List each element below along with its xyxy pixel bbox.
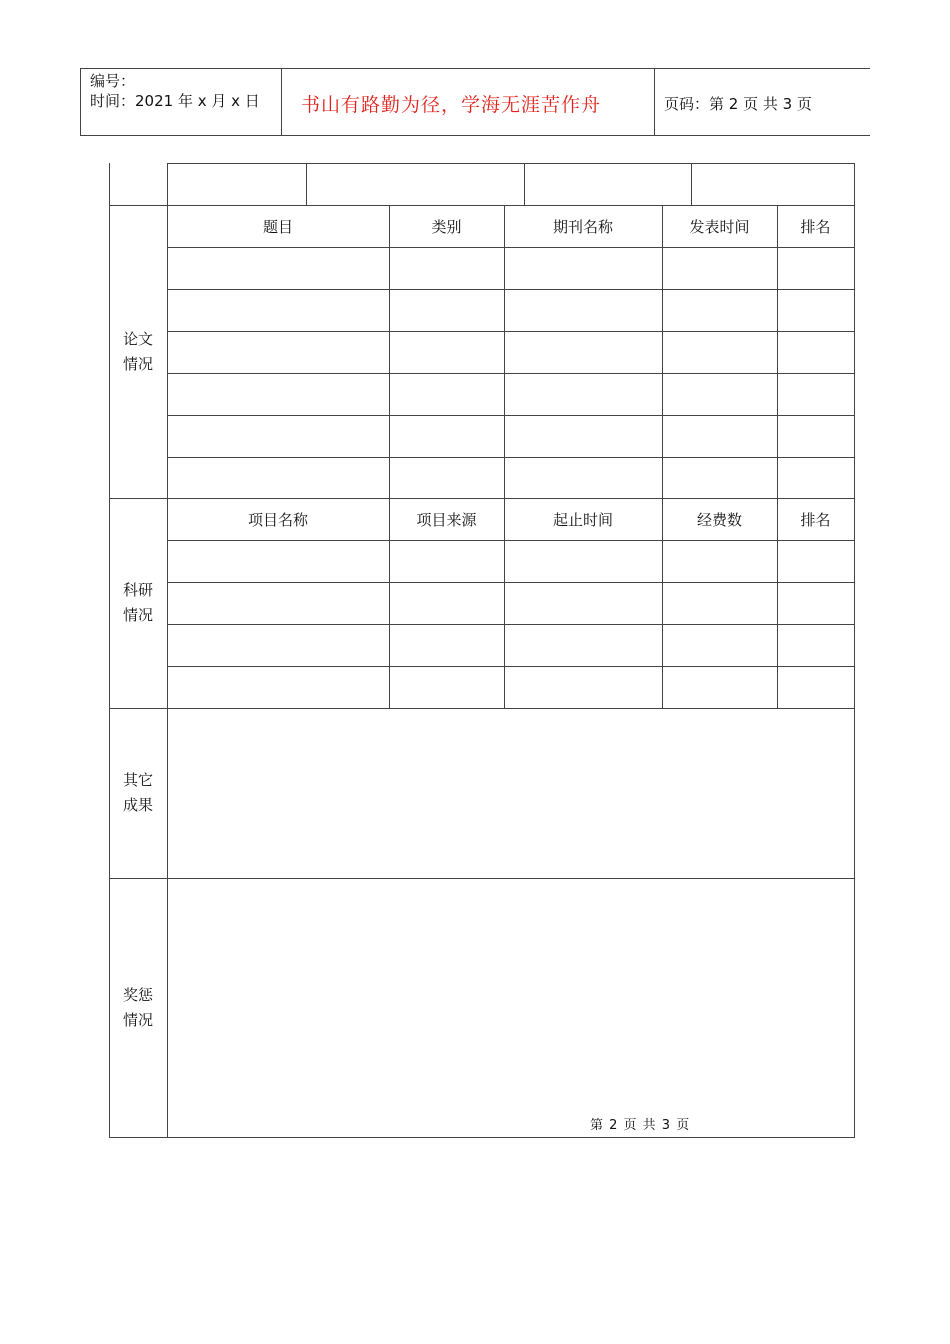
research-section-label — [109, 578, 167, 628]
other-label-line2: 成果 — [122, 796, 153, 814]
research-label-line1: 科研 — [122, 581, 153, 599]
page-footer: 第 2 页 共 3 页 — [590, 1118, 691, 1133]
awards-section-label — [109, 983, 167, 1033]
document-number-label: 编号： — [90, 72, 136, 90]
motto-text: 书山有路勤为径，学海无涯苦作舟 — [301, 94, 602, 116]
research-col-funding: 经费数 — [696, 511, 742, 529]
papers-col-rank: 排名 — [800, 218, 831, 236]
papers-col-title: 题目 — [262, 218, 293, 236]
research-label-line2: 情况 — [122, 606, 153, 624]
papers-col-publish-date: 发表时间 — [689, 218, 750, 236]
research-col-rank: 排名 — [800, 511, 831, 529]
papers-label-line1: 论文 — [122, 330, 153, 348]
other-label-line1: 其它 — [122, 771, 153, 789]
page-number-label: 页码：第 2 页 共 3 页 — [664, 95, 812, 113]
papers-label-line2: 情况 — [122, 355, 153, 373]
awards-label-line2: 情况 — [122, 1011, 153, 1029]
other-section-label — [109, 768, 167, 818]
papers-col-category: 类别 — [431, 218, 462, 236]
document-date-label: 时间：2021 年 x 月 x 日 — [90, 92, 260, 110]
awards-label-line1: 奖惩 — [122, 986, 153, 1004]
research-col-period: 起止时间 — [552, 511, 613, 529]
papers-col-journal: 期刊名称 — [552, 218, 613, 236]
research-col-source: 项目来源 — [416, 511, 477, 529]
research-col-project-name: 项目名称 — [247, 511, 308, 529]
papers-section-label — [109, 327, 167, 377]
